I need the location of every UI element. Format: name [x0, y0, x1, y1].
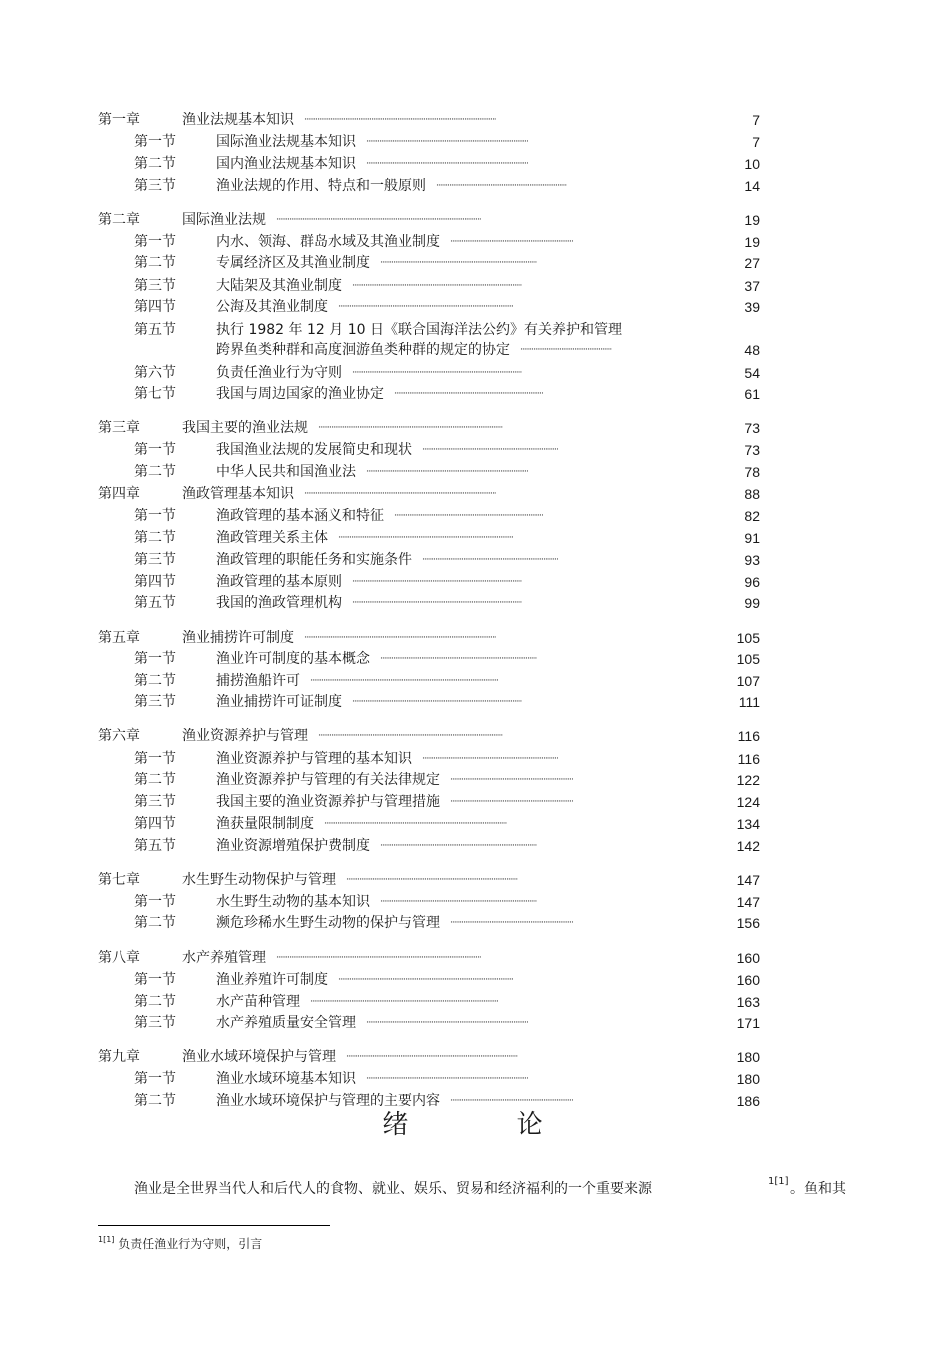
toc-entry-label: 第五节 [134, 838, 176, 854]
toc-entry-label: 第一节 [134, 234, 176, 250]
toc-page-number: 54 [744, 365, 760, 381]
toc-page-number: 160 [736, 950, 760, 966]
toc-section-entry[interactable] [0, 692, 950, 712]
toc-entry-label: 第四节 [134, 816, 176, 832]
toc-page-number: 180 [736, 1049, 760, 1065]
toc-section-entry[interactable] [0, 320, 950, 340]
toc-page-number: 19 [744, 212, 760, 228]
toc-leader-dots: ·············································································································· [276, 215, 481, 225]
toc-leader-dots: ······················································································· [366, 467, 528, 477]
toc-entry-title: 我国的渔政管理机构 [216, 595, 342, 611]
toc-entry-label: 第一章 [98, 112, 140, 128]
toc-chapter-entry[interactable] [0, 484, 950, 504]
footnote-mark: 1[1] [98, 1235, 115, 1244]
toc-entry-title: 渔业资源养护与管理 [182, 728, 308, 744]
toc-page-number: 91 [744, 530, 760, 546]
toc-entry-title: 水产养殖管理 [182, 950, 266, 966]
toc-entry-title: 国际渔业法规基本知识 [216, 134, 356, 150]
toc-entry-title: 我国主要的渔业资源养护与管理措施 [216, 794, 440, 810]
toc-section-entry[interactable] [0, 253, 950, 273]
toc-section-entry[interactable] [0, 814, 950, 834]
toc-page-number: 186 [736, 1093, 760, 1109]
toc-entry-label: 第三节 [134, 694, 176, 710]
toc-entry-title: 渔业资源养护与管理的基本知识 [216, 751, 412, 767]
toc-leader-dots: ······················································································· [366, 159, 528, 169]
toc-leader-dots: ···················································································· [380, 654, 537, 664]
toc-section-entry[interactable] [0, 232, 950, 252]
toc-entry-label: 第五章 [98, 630, 140, 646]
toc-entry-label: 第三节 [134, 794, 176, 810]
toc-page-number: 99 [744, 595, 760, 611]
toc-page-number: 147 [736, 894, 760, 910]
toc-entry-label: 第二章 [98, 212, 140, 228]
toc-section-entry[interactable] [0, 572, 950, 592]
toc-leader-dots: ················································································ [394, 389, 543, 399]
toc-entry-title: 渔业水域环境保护与管理 [182, 1049, 336, 1065]
body-paragraph-continuation: 。鱼和其 [790, 1181, 846, 1197]
footnote [98, 1235, 262, 1252]
toc-entry-label: 第一节 [134, 894, 176, 910]
toc-leader-dots: ······························································································ [338, 533, 513, 543]
toc-chapter-entry[interactable] [0, 870, 950, 890]
toc-entry-label: 第四节 [134, 299, 176, 315]
toc-page-number: 124 [736, 794, 760, 810]
toc-leader-dots: ····································································································· [310, 676, 498, 686]
toc-page-number: 37 [744, 278, 760, 294]
toc-page-number: 160 [736, 972, 760, 988]
toc-section-entry[interactable] [0, 649, 950, 669]
toc-entry-label: 第七章 [98, 872, 140, 888]
toc-leader-dots: ······································································································· [304, 633, 496, 643]
toc-entry-title: 渔获量限制制度 [216, 816, 314, 832]
toc-entry-title: 渔政管理基本知识 [182, 486, 294, 502]
toc-page-number: 105 [736, 651, 760, 667]
toc-entry-title: 渔政管理关系主体 [216, 530, 328, 546]
toc-section-entry[interactable] [0, 440, 950, 460]
toc-entry-label: 第二节 [134, 530, 176, 546]
toc-entry-label: 第二节 [134, 994, 176, 1010]
toc-entry-title: 水产养殖质量安全管理 [216, 1015, 356, 1031]
toc-leader-dots: ······························································································ [338, 975, 513, 985]
toc-entry-title: 渔业法规的作用、特点和一般原则 [216, 178, 426, 194]
toc-page-number: 163 [736, 994, 760, 1010]
toc-page-number: 39 [744, 299, 760, 315]
toc-entry-title: 渔政管理的基本涵义和特征 [216, 508, 384, 524]
toc-entry-label: 第一节 [134, 751, 176, 767]
toc-entry-label: 第九章 [98, 1049, 140, 1065]
toc-entry-title: 渔业养殖许可制度 [216, 972, 328, 988]
toc-page-number: 7 [752, 134, 760, 150]
toc-leader-dots: ······························································································ [338, 302, 513, 312]
toc-chapter-entry[interactable] [0, 418, 950, 438]
toc-section-entry[interactable] [0, 671, 950, 691]
footnote-text: 负责任渔业行为守则，引言 [118, 1237, 263, 1251]
toc-leader-dots: ·································································································· [324, 819, 507, 829]
toc-entry-label: 第三节 [134, 278, 176, 294]
toc-page-number: 180 [736, 1071, 760, 1087]
toc-leader-dots: ···························································································· [346, 1052, 518, 1062]
toc-section-entry[interactable] [0, 550, 950, 570]
toc-leader-dots: ······················································································· [366, 1074, 528, 1084]
toc-section-entry[interactable] [0, 770, 950, 790]
toc-leader-dots: ··································································································· [318, 731, 503, 741]
toc-entry-label: 第五节 [134, 322, 176, 338]
toc-section-entry[interactable] [0, 462, 950, 482]
toc-entry-title: 渔业捕捞许可制度 [182, 630, 294, 646]
toc-leader-dots: ······················································································· [366, 1018, 528, 1028]
toc-entry-title: 水生野生动物保护与管理 [182, 872, 336, 888]
toc-entry-title: 跨界鱼类种群和高度洄游鱼类种群的规定的协定 [216, 342, 510, 358]
toc-entry-title: 负责任渔业行为守则 [216, 365, 342, 381]
toc-chapter-entry[interactable] [0, 628, 950, 648]
toc-page-number: 96 [744, 574, 760, 590]
toc-leader-dots: ···························································································· [346, 875, 518, 885]
toc-entry-title: 渔业资源增殖保护费制度 [216, 838, 370, 854]
toc-entry-label: 第六章 [98, 728, 140, 744]
toc-leader-dots: ·············································································································· [276, 953, 481, 963]
toc-page-number: 122 [736, 772, 760, 788]
toc-entry-title: 执行 1982 年 12 月 10 日《联合国海洋法公约》有关养护和管理 [216, 322, 622, 338]
toc-leader-dots: ··························································································· [352, 577, 522, 587]
toc-page-number: 61 [744, 386, 760, 402]
toc-section-entry[interactable] [0, 992, 950, 1012]
toc-entry-title: 渔业水域环境保护与管理的主要内容 [216, 1093, 440, 1109]
toc-page-number: 156 [736, 915, 760, 931]
toc-entry-title: 渔政管理的职能任务和实施条件 [216, 552, 412, 568]
toc-leader-dots: ········································································· [422, 754, 558, 764]
toc-section-entry[interactable] [0, 970, 950, 990]
toc-page-number: 116 [737, 728, 760, 744]
toc-entry-title: 水产苗种管理 [216, 994, 300, 1010]
toc-leader-dots: ··························································································· [352, 598, 522, 608]
toc-leader-dots: ···················································································· [380, 897, 537, 907]
toc-entry-label: 第二节 [134, 772, 176, 788]
toc-page-number: 107 [736, 673, 760, 689]
toc-entry-label: 第六节 [134, 365, 176, 381]
toc-page-number: 19 [744, 234, 760, 250]
toc-leader-dots: ······································································································· [304, 489, 496, 499]
toc-leader-dots: ···················································································· [380, 841, 537, 851]
toc-entry-title: 我国渔业法规的发展简史和现状 [216, 442, 412, 458]
toc-chapter-entry[interactable] [0, 1047, 950, 1067]
toc-section-entry[interactable] [0, 276, 950, 296]
toc-leader-dots: ··························································································· [352, 281, 522, 291]
toc-page-number: 78 [744, 464, 760, 480]
section-heading: 绪 论 [382, 1110, 593, 1140]
toc-entry-label: 第四章 [98, 486, 140, 502]
toc-entry-label: 第一节 [134, 972, 176, 988]
body-paragraph: 渔业是全世界当代人和后代人的食物、就业、娱乐、贸易和经济福利的一个重要来源 [134, 1181, 652, 1197]
toc-leader-dots: ······················································································· [366, 137, 528, 147]
toc-entry-title: 公海及其渔业制度 [216, 299, 328, 315]
toc-entry-label: 第三节 [134, 552, 176, 568]
toc-entry-title: 渔业法规基本知识 [182, 112, 294, 128]
toc-entry-title: 渔业捕捞许可证制度 [216, 694, 342, 710]
toc-page-number: 10 [744, 156, 760, 172]
toc-entry-title: 渔业许可制度的基本概念 [216, 651, 370, 667]
toc-entry-title: 水生野生动物的基本知识 [216, 894, 370, 910]
toc-section-entry[interactable] [0, 340, 950, 360]
toc-leader-dots: ········································································· [422, 445, 558, 455]
toc-section-entry[interactable] [0, 506, 950, 526]
toc-leader-dots: ················································· [520, 345, 612, 355]
toc-entry-label: 第一节 [134, 1071, 176, 1087]
toc-entry-title: 专属经济区及其渔业制度 [216, 255, 370, 271]
toc-entry-title: 内水、领海、群岛水域及其渔业制度 [216, 234, 440, 250]
toc-entry-label: 第三节 [134, 1015, 176, 1031]
toc-entry-title: 我国主要的渔业法规 [182, 420, 308, 436]
toc-leader-dots: ·································································· [450, 1096, 573, 1106]
toc-page-number: 134 [736, 816, 760, 832]
toc-leader-dots: ·································································· [450, 918, 573, 928]
toc-leader-dots: ···················································································· [380, 258, 537, 268]
toc-entry-label: 第二节 [134, 1093, 176, 1109]
toc-section-entry[interactable] [0, 363, 950, 383]
footnote-reference[interactable]: 1[1] [768, 1176, 789, 1187]
toc-entry-label: 第二节 [134, 255, 176, 271]
toc-section-entry[interactable] [0, 792, 950, 812]
toc-page-number: 82 [744, 508, 760, 524]
toc-page-number: 147 [736, 872, 760, 888]
toc-page-number: 105 [736, 630, 760, 646]
toc-leader-dots: ··························································································· [352, 697, 522, 707]
toc-leader-dots: ·································································· [450, 775, 573, 785]
toc-leader-dots: ····································································································· [310, 997, 498, 1007]
toc-entry-title: 中华人民共和国渔业法 [216, 464, 356, 480]
toc-leader-dots: ······································································································· [304, 115, 496, 125]
toc-page-number: 7 [752, 112, 760, 128]
toc-page-number: 171 [736, 1015, 760, 1031]
toc-entry-label: 第一节 [134, 442, 176, 458]
toc-leader-dots: ··························································································· [352, 368, 522, 378]
toc-section-entry[interactable] [0, 528, 950, 548]
toc-chapter-entry[interactable] [0, 948, 950, 968]
toc-entry-label: 第三节 [134, 178, 176, 194]
toc-section-entry[interactable] [0, 154, 950, 174]
toc-page-number: 27 [744, 255, 760, 271]
toc-section-entry[interactable] [0, 176, 950, 196]
toc-page-number: 111 [738, 694, 760, 710]
toc-entry-title: 国内渔业法规基本知识 [216, 156, 356, 172]
toc-section-entry[interactable] [0, 1069, 950, 1089]
toc-chapter-entry[interactable] [0, 110, 950, 130]
toc-leader-dots: ········································································· [422, 555, 558, 565]
toc-leader-dots: ················································································ [394, 511, 543, 521]
toc-entry-label: 第八章 [98, 950, 140, 966]
toc-entry-label: 第七节 [134, 386, 176, 402]
toc-leader-dots: ·································································· [450, 797, 573, 807]
toc-section-entry[interactable] [0, 1013, 950, 1033]
toc-page-number: 142 [736, 838, 760, 854]
toc-entry-label: 第五节 [134, 595, 176, 611]
footnote-divider [98, 1225, 330, 1226]
toc-entry-title: 渔政管理的基本原则 [216, 574, 342, 590]
toc-section-entry[interactable] [0, 749, 950, 769]
toc-entry-title: 大陆架及其渔业制度 [216, 278, 342, 294]
toc-entry-title: 我国与周边国家的渔业协定 [216, 386, 384, 402]
toc-page-number: 116 [737, 751, 760, 767]
toc-entry-title: 渔业资源养护与管理的有关法律规定 [216, 772, 440, 788]
toc-entry-title: 渔业水域环境基本知识 [216, 1071, 356, 1087]
toc-leader-dots: ··································································································· [318, 423, 503, 433]
toc-entry-label: 第二节 [134, 915, 176, 931]
toc-entry-label: 第二节 [134, 673, 176, 689]
toc-entry-label: 第二节 [134, 464, 176, 480]
toc-entry-label: 第一节 [134, 134, 176, 150]
toc-page-number: 93 [744, 552, 760, 568]
toc-leader-dots: ·································································· [450, 237, 573, 247]
toc-section-entry[interactable] [0, 913, 950, 933]
toc-entry-label: 第一节 [134, 508, 176, 524]
toc-chapter-entry[interactable] [0, 210, 950, 230]
toc-section-entry[interactable] [0, 297, 950, 317]
toc-entry-label: 第四节 [134, 574, 176, 590]
toc-section-entry[interactable] [0, 593, 950, 613]
toc-entry-title: 国际渔业法规 [182, 212, 266, 228]
toc-entry-label: 第二节 [134, 156, 176, 172]
toc-page-number: 73 [744, 420, 760, 436]
toc-page-number: 88 [744, 486, 760, 502]
toc-chapter-entry[interactable] [0, 726, 950, 746]
toc-page-number: 73 [744, 442, 760, 458]
toc-entry-title: 捕捞渔船许可 [216, 673, 300, 689]
toc-page-number: 48 [744, 342, 760, 358]
toc-section-entry[interactable] [0, 132, 950, 152]
toc-section-entry[interactable] [0, 836, 950, 856]
toc-entry-label: 第三章 [98, 420, 140, 436]
toc-entry-title: 濒危珍稀水生野生动物的保护与管理 [216, 915, 440, 931]
toc-page-number: 14 [744, 178, 760, 194]
toc-section-entry[interactable] [0, 384, 950, 404]
toc-entry-label: 第一节 [134, 651, 176, 667]
toc-leader-dots: ······································································ [436, 181, 567, 191]
toc-section-entry[interactable] [0, 892, 950, 912]
